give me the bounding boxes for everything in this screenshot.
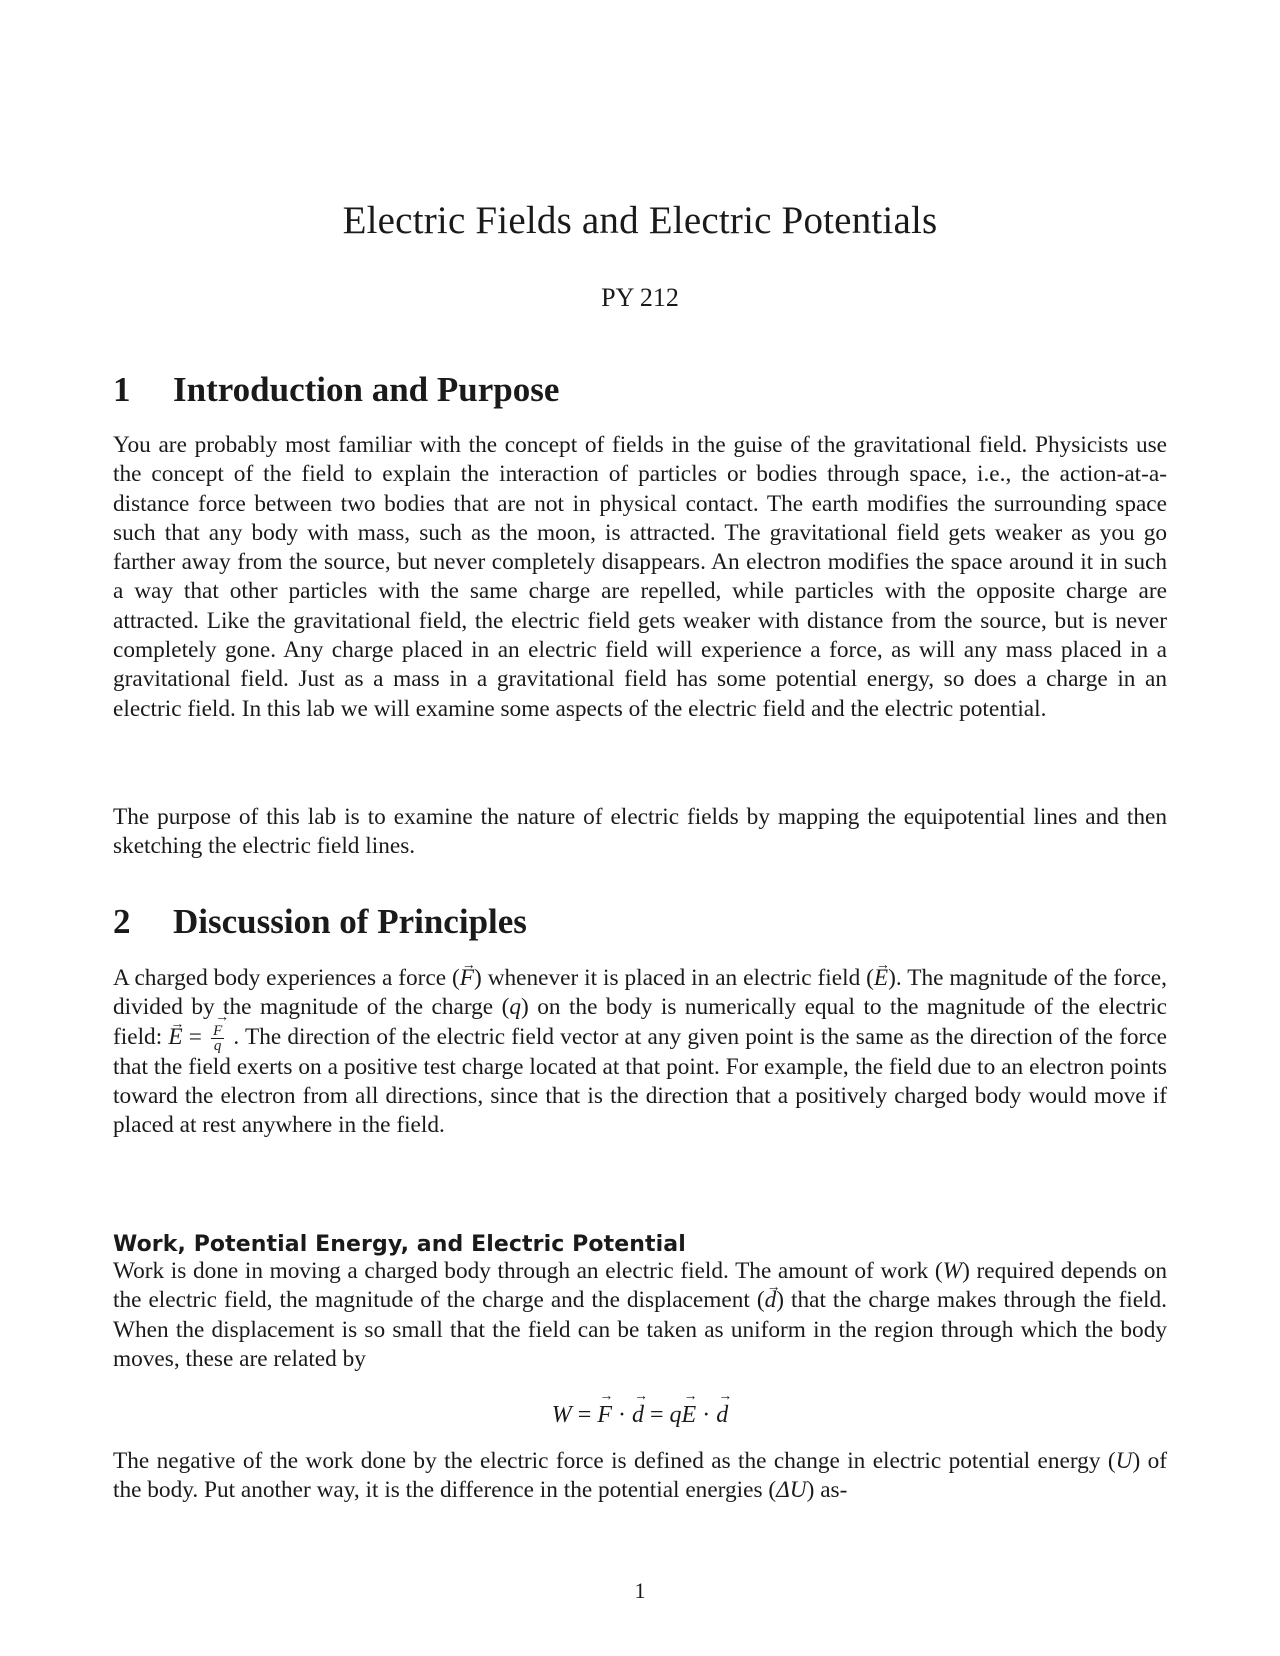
eq-field-vector: → E — [682, 1402, 697, 1429]
section-2-number: 2 — [113, 902, 131, 941]
field-fraction — [211, 1024, 224, 1053]
displacement-vector-symbol: → d — [765, 1286, 777, 1315]
section-1-number: 1 — [113, 370, 131, 409]
delta-potential-energy-symbol: ΔU — [776, 1477, 807, 1504]
section-1-title: Introduction and Purpose — [173, 370, 560, 409]
eq-work: W — [551, 1402, 572, 1428]
section-2-paragraph-1 — [113, 964, 1167, 1141]
eq-displacement-vector: → d — [632, 1402, 644, 1429]
eq-force-vector: → F — [597, 1402, 612, 1429]
text-run: ). The magnitude of the force, divided by the magnitude of the charge ( — [113, 965, 1167, 1021]
eq-charge: q — [669, 1402, 682, 1428]
force-vector-symbol: → F — [460, 964, 474, 993]
course-code: PY 212 — [601, 283, 679, 312]
work-symbol: W — [942, 1258, 963, 1284]
page-number: 1 — [634, 1578, 646, 1603]
text-run: A charged body experiences a force ( — [113, 965, 460, 991]
subsection-paragraph-2 — [113, 1447, 1167, 1506]
eq-equals: = — [644, 1402, 670, 1428]
eq-dot: · — [612, 1402, 632, 1428]
eq-displacement-vector: → d — [716, 1402, 728, 1429]
section-1-paragraph-1: You are probably most familiar with the concept of fields in the guise of the gravitational field. Physicists use the concept of the field to explain the interaction of particles or bodies through space, i.e., the action-at-a-distance force between two bodies that are not in physical contact. The earth modifies the surrounding space such that any body with mass, such as the moon, is attracted. The gravitational field gets weaker as you go farther away from the source, but never completely disappears. An electron modifies the space around it in such a way that other particles with the same charge are repelled, while particles with the opposite charge are attracted. Like the gravitational field, the electric field gets weaker with distance from the source, but is never completely gone. Any charge placed in an electric field will experience a force, as will any mass placed in a gravitational field. Just as a mass in a gravitational field has some potential energy, so does a charge in an electric field. In this lab we will examine some aspects of the electric field and the electric potential. — [113, 432, 1167, 722]
document-title: Electric Fields and Electric Potentials — [342, 199, 938, 242]
subsection-heading: Work, Potential Energy, and Electric Potential — [113, 1232, 686, 1257]
text-run: ) required depends on the electric field, the magnitude of the charge and the displacement ( — [113, 1258, 1167, 1314]
section-1-heading — [113, 370, 559, 410]
text-run: Work is done in moving a charged body through an electric field. The amount of work ( — [113, 1258, 943, 1284]
eq-equals: = — [571, 1402, 598, 1428]
equals-sign: = — [182, 1023, 209, 1050]
document-page — [113, 0, 1167, 1656]
eq-dot: · — [696, 1402, 717, 1428]
text-run: The negative of the work done by the electric force is defined as the change in electric potential energy ( — [113, 1448, 1116, 1474]
subsection-paragraph-1 — [113, 1257, 1167, 1374]
text-run: ) whenever it is placed in an electric field ( — [474, 965, 874, 991]
field-equation-lhs: → E — [168, 1023, 182, 1052]
charge-symbol: q — [509, 994, 522, 1021]
text-run: ) that the charge makes through the field. When the displacement is so small that the field can be taken as uniform in the region through which the body moves, these are related by — [113, 1287, 1167, 1372]
potential-energy-symbol: U — [1115, 1448, 1133, 1474]
work-equation — [113, 1402, 1167, 1429]
text-run: . The direction of the electric field vector at any given point is the same as the direction of the force that the field exerts on a positive test charge located at that point. For example, the field due to an electron points toward the electron from all directions, since that is the direction that a positively charged body would move if placed at rest anywhere in the field. — [113, 1023, 1167, 1139]
fraction-numerator: → F — [213, 1024, 222, 1038]
section-2-title: Discussion of Principles — [173, 902, 527, 941]
text-run: ) as- — [806, 1477, 848, 1504]
section-2-heading — [113, 902, 527, 942]
text-run: ) on the body is numerically equal to the magnitude of the electric field: — [113, 994, 1167, 1050]
field-vector-symbol: → E — [874, 964, 888, 993]
text-run: ) of the body. Put another way, it is the difference in the potential energies ( — [113, 1448, 1167, 1504]
section-1-paragraph-2: The purpose of this lab is to examine the nature of electric fields by mapping the equipotential lines and then sketching the electric field lines. — [113, 804, 1167, 860]
fraction-denominator: q — [213, 1037, 222, 1054]
